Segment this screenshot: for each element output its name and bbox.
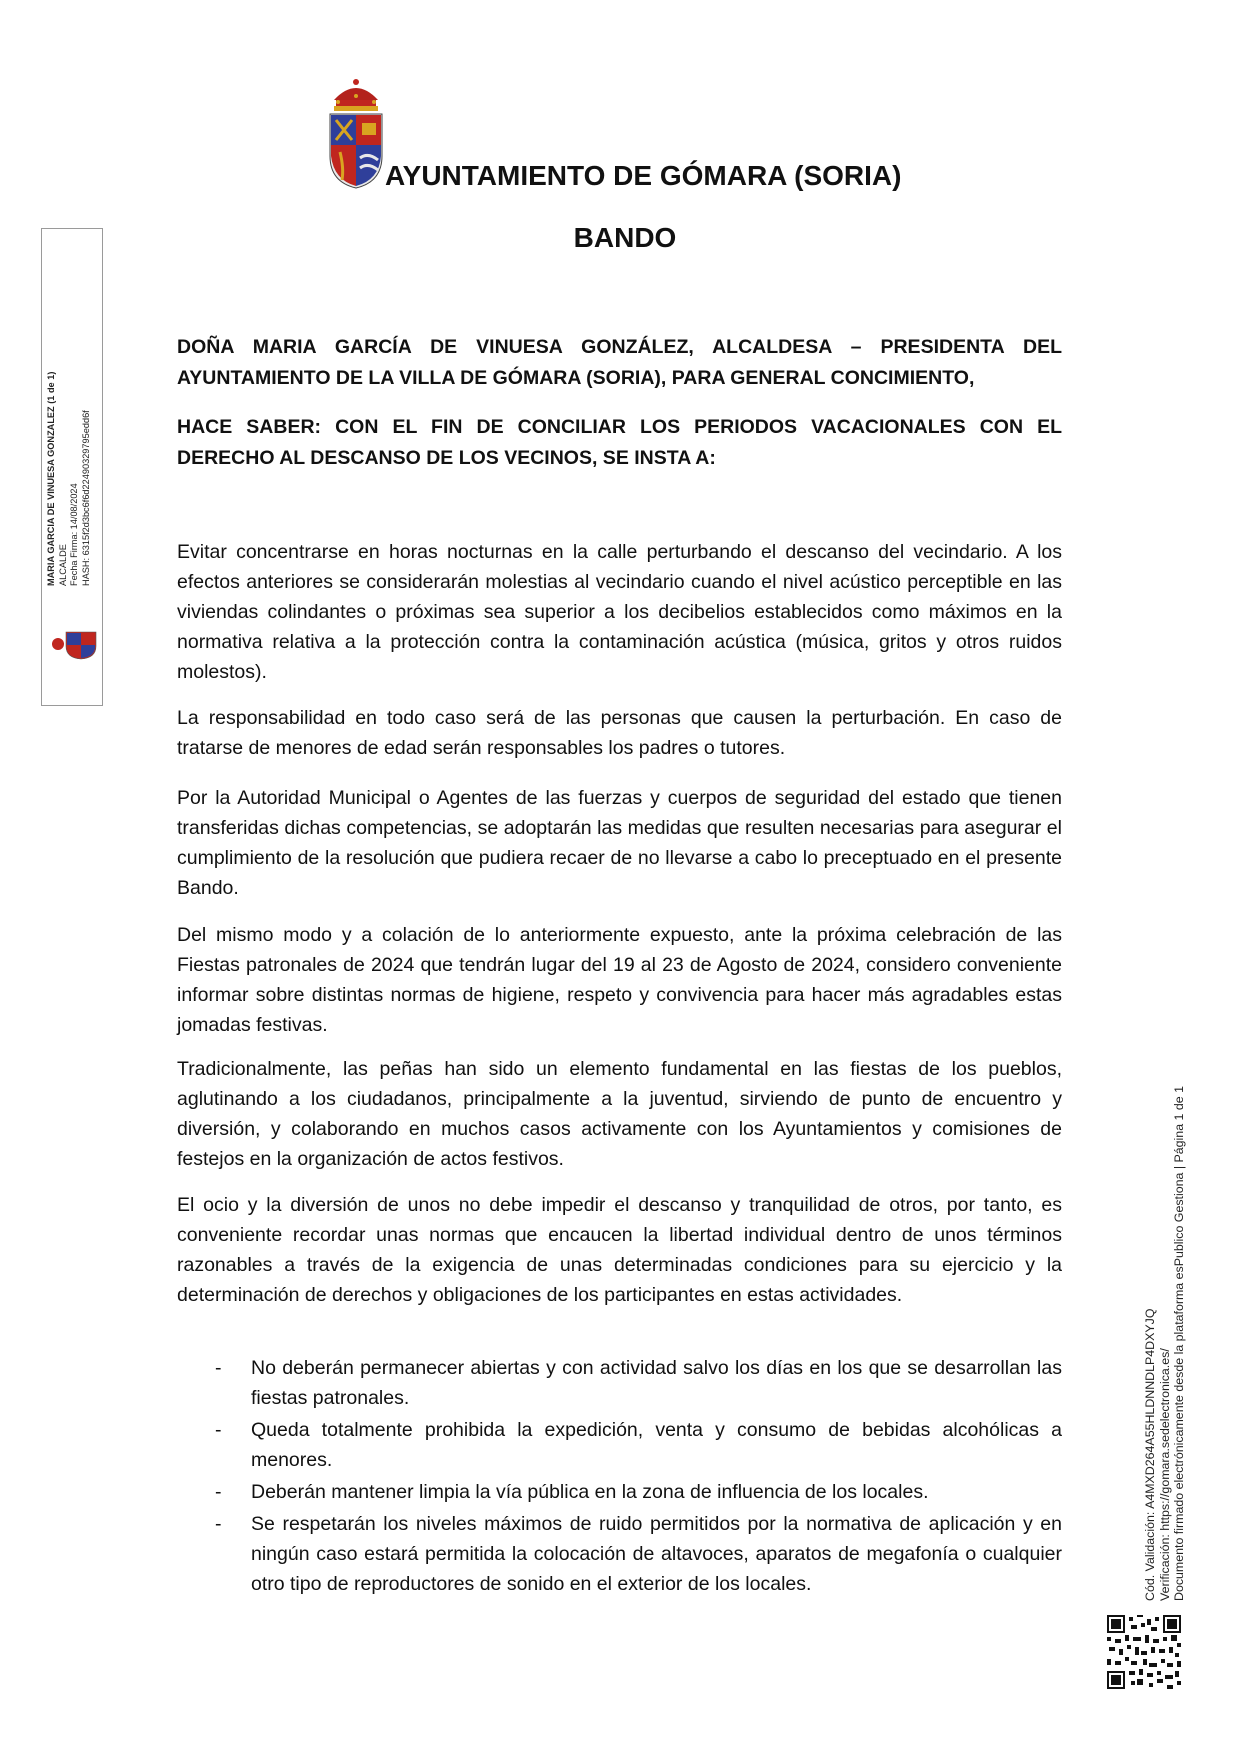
body-paragraph: La responsabilidad en todo caso será de las personas que causen la perturbación. En caso de tratarse de menores de edad serán responsables los padres o tutores. (177, 707, 1062, 759)
municipal-crest-logo (322, 78, 390, 190)
signature-date: Fecha Firma: 14/08/2024 (69, 483, 79, 586)
qr-code-icon (1107, 1615, 1181, 1689)
list-item-text: No deberán permanecer abiertas y con actividad salvo los días en los que se desarrollan las fiestas patronales. (251, 1357, 1062, 1409)
body-paragraph: El ocio y la diversión de unos no debe impedir el descanso y tranquilidad de otros, por tanto, es conveniente recordar unas normas que encaucen la libertad individual dentro de unos términos razonables a través de la exigencia de unas determinadas condiciones para su ejercicio y la determinación de derechos y obligaciones de los participantes en estas actividades. (177, 1194, 1062, 1306)
electronic-signature-notice: Documento firmado electrónicamente desde la plataforma esPublico Gestiona | Página 1 de 1 (1172, 1086, 1186, 1601)
stamp-crest-icon (50, 628, 100, 660)
verification-url: Verificación: https://gomara.sedelectronica.es/ (1157, 1348, 1172, 1601)
validation-code: Cód. Validación: A4MXD264A55HLDNNDLP4DXYJQ (1143, 1308, 1157, 1601)
bullet-marker: - (215, 1513, 222, 1535)
body-paragraph: Por la Autoridad Municipal o Agentes de las fuerzas y cuerpos de seguridad del estado que tienen transferidas dichas competencias, se adoptarán las medidas que resulten necesarias para asegurar el cumplimiento de la resolución que pudiera recaer de no llevarse a cabo lo preceptuado en el presente Bando. (177, 787, 1062, 899)
list-item-text: Queda totalmente prohibida la expedición, venta y consumo de bebidas alcohólicas a menores. (251, 1419, 1062, 1471)
list-item (177, 1477, 1062, 1507)
body-paragraph: Del mismo modo y a colación de lo anteriormente expuesto, ante la próxima celebración de las Fiestas patronales de 2024 que tendrán lugar del 19 al 23 de Agosto de 2024, considero conveniente informar sobre distintas normas de higiene, respeto y convivencia para hacer más agradables estas jomadas festivas. (177, 924, 1062, 1036)
institution-title: AYUNTAMIENTO DE GÓMARA (SORIA) (385, 160, 902, 191)
list-item-text: Se respetarán los niveles máximos de ruido permitidos por la normativa de aplicación y en ningún caso estará permitida la colocación de altavoces, aparatos de megafonía o cualquier otro tipo de reproductores de sonido en el exterior de los locales. (251, 1513, 1062, 1595)
document-type-title: BANDO (573, 222, 677, 253)
bullet-marker: - (215, 1419, 222, 1441)
hace-saber-text: HACE SABER: CON EL FIN DE CONCILIAR LOS PERIODOS VACACIONALES CON EL DERECHO AL DESCANSO DE LOS VECINOS, SE INSTA A: (177, 416, 1062, 469)
list-item (177, 1415, 1062, 1475)
bullet-marker: - (215, 1481, 222, 1503)
list-item (177, 1353, 1062, 1413)
preamble-text: DOÑA MARIA GARCÍA DE VINUESA GONZÁLEZ, ALCALDESA – PRESIDENTA DEL AYUNTAMIENTO DE LA VILLA DE GÓMARA (SORIA), PARA GENERAL CONCIMIENTO, (177, 336, 1062, 389)
list-item (177, 1509, 1062, 1599)
signature-stamp-text (46, 186, 92, 586)
signer-name: MARIA GARCIA DE VINUESA GONZALEZ (1 de 1) (46, 371, 56, 586)
signer-role: ALCALDE (57, 544, 68, 586)
list-item-text: Deberán mantener limpia la vía pública en la zona de influencia de los locales. (251, 1481, 929, 1503)
body-paragraph: Tradicionalmente, las peñas han sido un elemento fundamental en las fiestas de los pueblos, aglutinando a los ciudadanos, principalmente a la juventud, sirviendo de punto de encuentro y diversión, y colaborando en muchos casos activamente con los Ayuntamientos y comisiones de festejos en la organización de actos festivos. (177, 1058, 1062, 1170)
rules-list (177, 1353, 1062, 1601)
body-paragraph: Evitar concentrarse en horas nocturnas en la calle perturbando el descanso del vecindario. A los efectos anteriores se considerarán molestias al vecindario cuando el nivel acústico perceptible en las viviendas colindantes o próximas sea superior a los decibelios establecidos como máximos en la normativa relativa a la protección contra la contaminación acústica (música, gritos y otros ruidos molestos). (177, 541, 1062, 683)
validation-stamp (1143, 1081, 1187, 1601)
signature-hash: HASH: 6315f2d3bc6f6d22490329795edd6f (80, 410, 91, 586)
bullet-marker: - (215, 1357, 222, 1379)
